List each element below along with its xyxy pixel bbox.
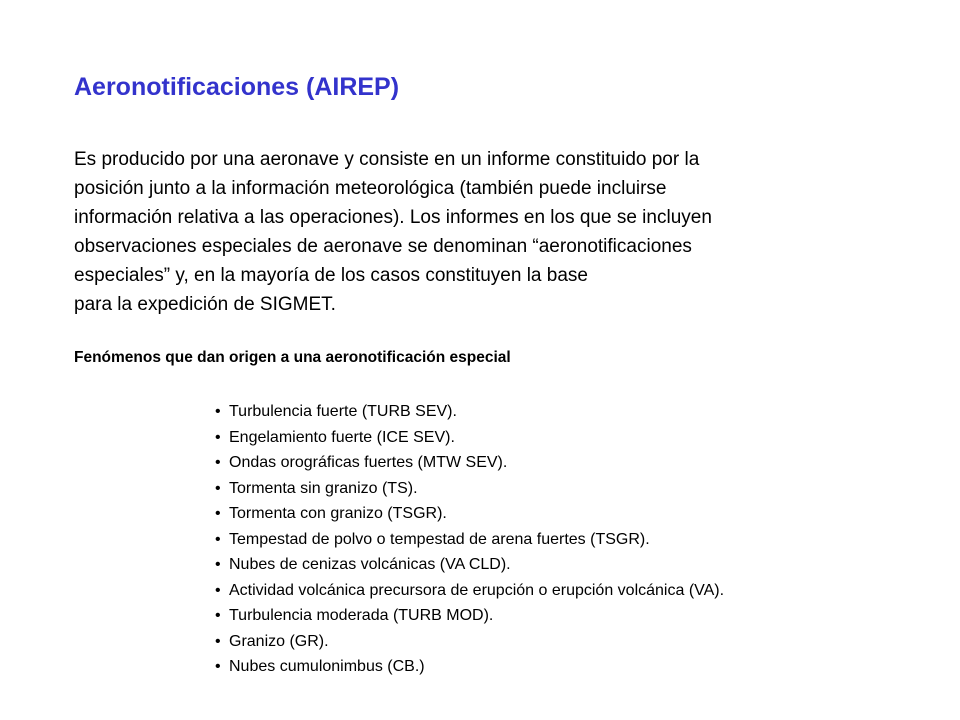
list-item [215,450,724,476]
bullet-icon: • [215,607,221,624]
list-item-text: Ondas orográficas fuertes (MTW SEV). [229,454,508,471]
bullet-icon: • [215,454,221,471]
bullet-icon: • [215,556,221,573]
list-item-text: Turbulencia fuerte (TURB SEV). [229,403,457,420]
paragraph-line: para la expedición de SIGMET. [74,294,336,315]
paragraph-line: especiales” y, en la mayoría de los casos constituyen la base [74,265,588,286]
slide-title: Aeronotificaciones (AIREP) [74,73,400,101]
bullet-icon: • [215,632,221,650]
list-item [215,527,724,553]
list-item-text: Turbulencia moderada (TURB MOD). [229,607,494,624]
list-item-text: Tormenta con granizo (TSGR). [229,505,447,522]
description-paragraph [74,145,904,319]
list-item-text: Engelamiento fuerte (ICE SEV). [229,428,455,446]
list-item [215,654,724,680]
bullet-icon: • [215,530,221,548]
paragraph-line: Es producido por una aeronave y consiste en un informe constituido por la [74,149,700,170]
bullet-icon: • [215,403,221,420]
list-item [215,629,724,655]
list-item [215,603,724,629]
bullet-icon: • [215,428,221,446]
list-item-text: Nubes de cenizas volcánicas (VA CLD). [229,556,511,573]
list-item-text: Nubes cumulonimbus (CB.) [229,658,425,675]
list-item-text: Granizo (GR). [229,632,329,650]
list-item [215,399,724,425]
list-item [215,578,724,604]
list-item [215,552,724,578]
section-subtitle: Fenómenos que dan origen a una aeronotificación especial [74,349,511,366]
bullet-icon: • [215,581,221,599]
paragraph-line: observaciones especiales de aeronave se denominan “aeronotificaciones [74,236,692,257]
list-item-text: Tormenta sin granizo (TS). [229,479,418,497]
list-item-text: Actividad volcánica precursora de erupción o erupción volcánica (VA). [229,581,725,599]
list-item-text: Tempestad de polvo o tempestad de arena fuertes (TSGR). [229,530,650,548]
bullet-icon: • [215,479,221,497]
bullet-icon: • [215,658,221,675]
paragraph-line: información relativa a las operaciones). Los informes en los que se incluyen [74,207,712,228]
list-item [215,476,724,502]
paragraph-line: posición junto a la información meteorológica (también puede incluirse [74,178,667,199]
list-item [215,501,724,527]
phenomena-list [215,399,724,680]
bullet-icon: • [215,505,221,522]
list-item [215,425,724,451]
